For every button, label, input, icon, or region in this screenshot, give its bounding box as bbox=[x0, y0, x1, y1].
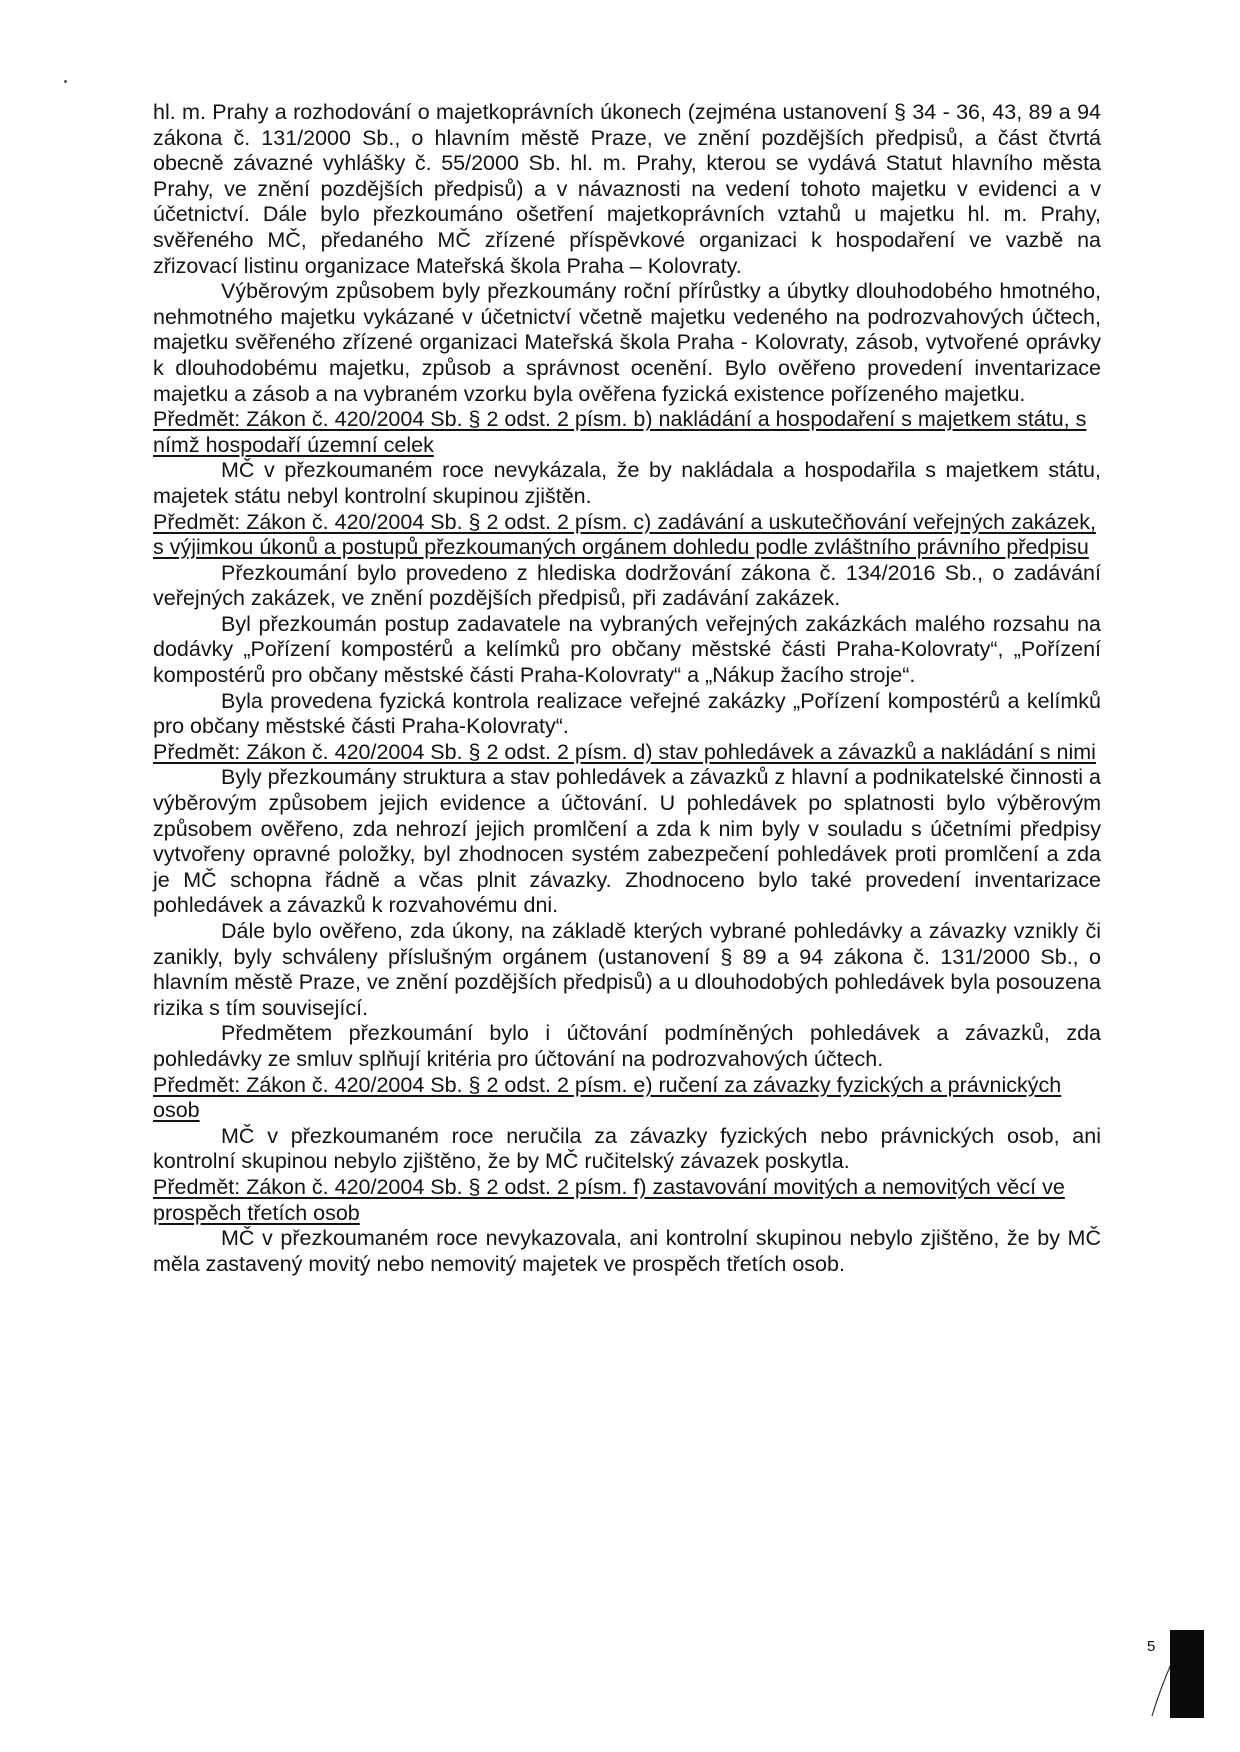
paragraph-assets-review: Výběrovým způsobem byly přezkoumány roční přírůstky a úbytky dlouhodobého hmotného, nehmotného majetku vykázané v účetnictví včetně majetku vedeného na podrozvahových účtech, majetku svěřeného zřízené organizaci Mateřská škola Praha - Kolovraty, zásob, vytvořené oprávky k dlouhodobému majetku, způsob a správnost ocenění. Bylo ověřeno provedení inventarizace majetku a zásob a na vybraném vzorku byla ověřena fyzická existence pořízeného majetku. bbox=[153, 279, 1101, 406]
section-heading-e: Předmět: Zákon č. 420/2004 Sb. § 2 odst. 2 písm. e) ručení za závazky fyzických a právnických osob bbox=[153, 1072, 1062, 1123]
paragraph-procurement-review: Byl přezkoumán postup zadavatele na vybraných veřejných zakázkách malého rozsahu na dodávky „Pořízení kompostérů a kelímků pro občany městské části Praha-Kolovraty“, „Pořízení kompostérů pro občany městské části Praha-Kolovraty“ a „Nákup žacího stroje“. bbox=[153, 611, 1101, 688]
paragraph-continuation: hl. m. Prahy a rozhodování o majetkoprávních úkonech (zejména ustanovení § 34 - 36, 43, 89 a 94 zákona č. 131/2000 Sb., o hlavním městě Praze, ve znění pozdějších předpisů, a část čtvrtá obecně závazné vyhlášky č. 55/2000 Sb. hl. m. Prahy, kterou se vydává Statut hlavního města Prahy, ve znění pozdějších předpisů) a v návaznosti na vedení tohoto majetku v evidenci a v účetnictví. Dále bylo přezkoumáno ošetření majetkoprávních vztahů u majetku hl. m. Prahy, svěřeného MČ, předaného MČ zřízené příspěvkové organizaci k hospodaření ve vazbě na zřizovací listinu organizace Mateřská škola Praha – Kolovraty. bbox=[153, 100, 1101, 278]
scan-speck bbox=[64, 80, 67, 83]
paragraph-receivables-structure: Byly přezkoumány struktura a stav pohledávek a závazků z hlavní a podnikatelské činnosti a výběrovým způsobem jejich evidence a účtování. U pohledávek po splatnosti bylo výběrovým způsobem ověřeno, zda nehrozí jejich promlčení a zda k nim byly v souladu s účetními předpisy vytvořeny opravné položky, byl zhodnocen systém zabezpečení pohledávek proti promlčení a zda je MČ schopna řádně a včas plnit závazky. Zhodnoceno bylo také provedení inventarizace pohledávek a závazků k rozvahovému dni. bbox=[153, 765, 1101, 918]
page-number: 5 bbox=[1147, 1638, 1156, 1655]
paragraph-physical-check: Byla provedena fyzická kontrola realizace veřejné zakázky „Pořízení kompostérů a kelímků pro občany městské části Praha-Kolovraty“. bbox=[153, 688, 1101, 739]
section-heading-b: Předmět: Zákon č. 420/2004 Sb. § 2 odst. 2 písm. b) nakládání a hospodaření s majetkem státu, s nímž hospodaří územní celek bbox=[153, 407, 1087, 457]
section-heading-d: Předmět: Zákon č. 420/2004 Sb. § 2 odst. 2 písm. d) stav pohledávek a závazků a nakládání s nimi bbox=[153, 739, 1096, 764]
document-body bbox=[153, 100, 1101, 1277]
paragraph-procurement-law: Přezkoumání bylo provedeno z hlediska dodržování zákona č. 134/2016 Sb., o zadávání veřejných zakázek, ve znění pozdějších předpisů, při zadávání zakázek. bbox=[153, 560, 1101, 611]
paragraph-pledges: MČ v přezkoumaném roce nevykazovala, ani kontrolní skupinou nebylo zjištěno, že by MČ měla zastavený movitý nebo nemovitý majetek ve prospěch třetích osob. bbox=[153, 1226, 1101, 1276]
section-heading-c: Předmět: Zákon č. 420/2004 Sb. § 2 odst. 2 písm. c) zadávání a uskutečňování veřejných zakázek, s výjimkou úkonů a postupů přezkoumaných orgánem dohledu podle zvláštního právního předpisu bbox=[153, 509, 1096, 560]
page-edge-tab bbox=[1170, 1630, 1204, 1718]
paragraph-guarantees: MČ v přezkoumaném roce neručila za závazky fyzických nebo právnických osob, ani kontrolní skupinou nebylo zjištěno, že by MČ ručitelský závazek poskytla. bbox=[153, 1123, 1101, 1174]
paragraph-contingent-items: Předmětem přezkoumání bylo i účtování podmíněných pohledávek a závazků, zda pohledávky ze smluv splňují kritéria pro účtování na podrozvahových účtech. bbox=[153, 1021, 1101, 1071]
paragraph-receivables-approval: Dále bylo ověřeno, zda úkony, na základě kterých vybrané pohledávky a závazky vznikly či zanikly, byly schváleny příslušným orgánem (ustanovení § 89 a 94 zákona č. 131/2000 Sb., o hlavním městě Praze, ve znění pozdějších předpisů) a u dlouhodobých pohledávek byla posouzena rizika s tím související. bbox=[153, 919, 1101, 1020]
paragraph-state-property: MČ v přezkoumaném roce nevykázala, že by nakládala a hospodařila s majetkem státu, majetek státu nebyl kontrolní skupinou zjištěn. bbox=[153, 458, 1101, 508]
section-heading-f: Předmět: Zákon č. 420/2004 Sb. § 2 odst. 2 písm. f) zastavování movitých a nemovitých věcí ve prospěch třetích osob bbox=[153, 1174, 1065, 1225]
